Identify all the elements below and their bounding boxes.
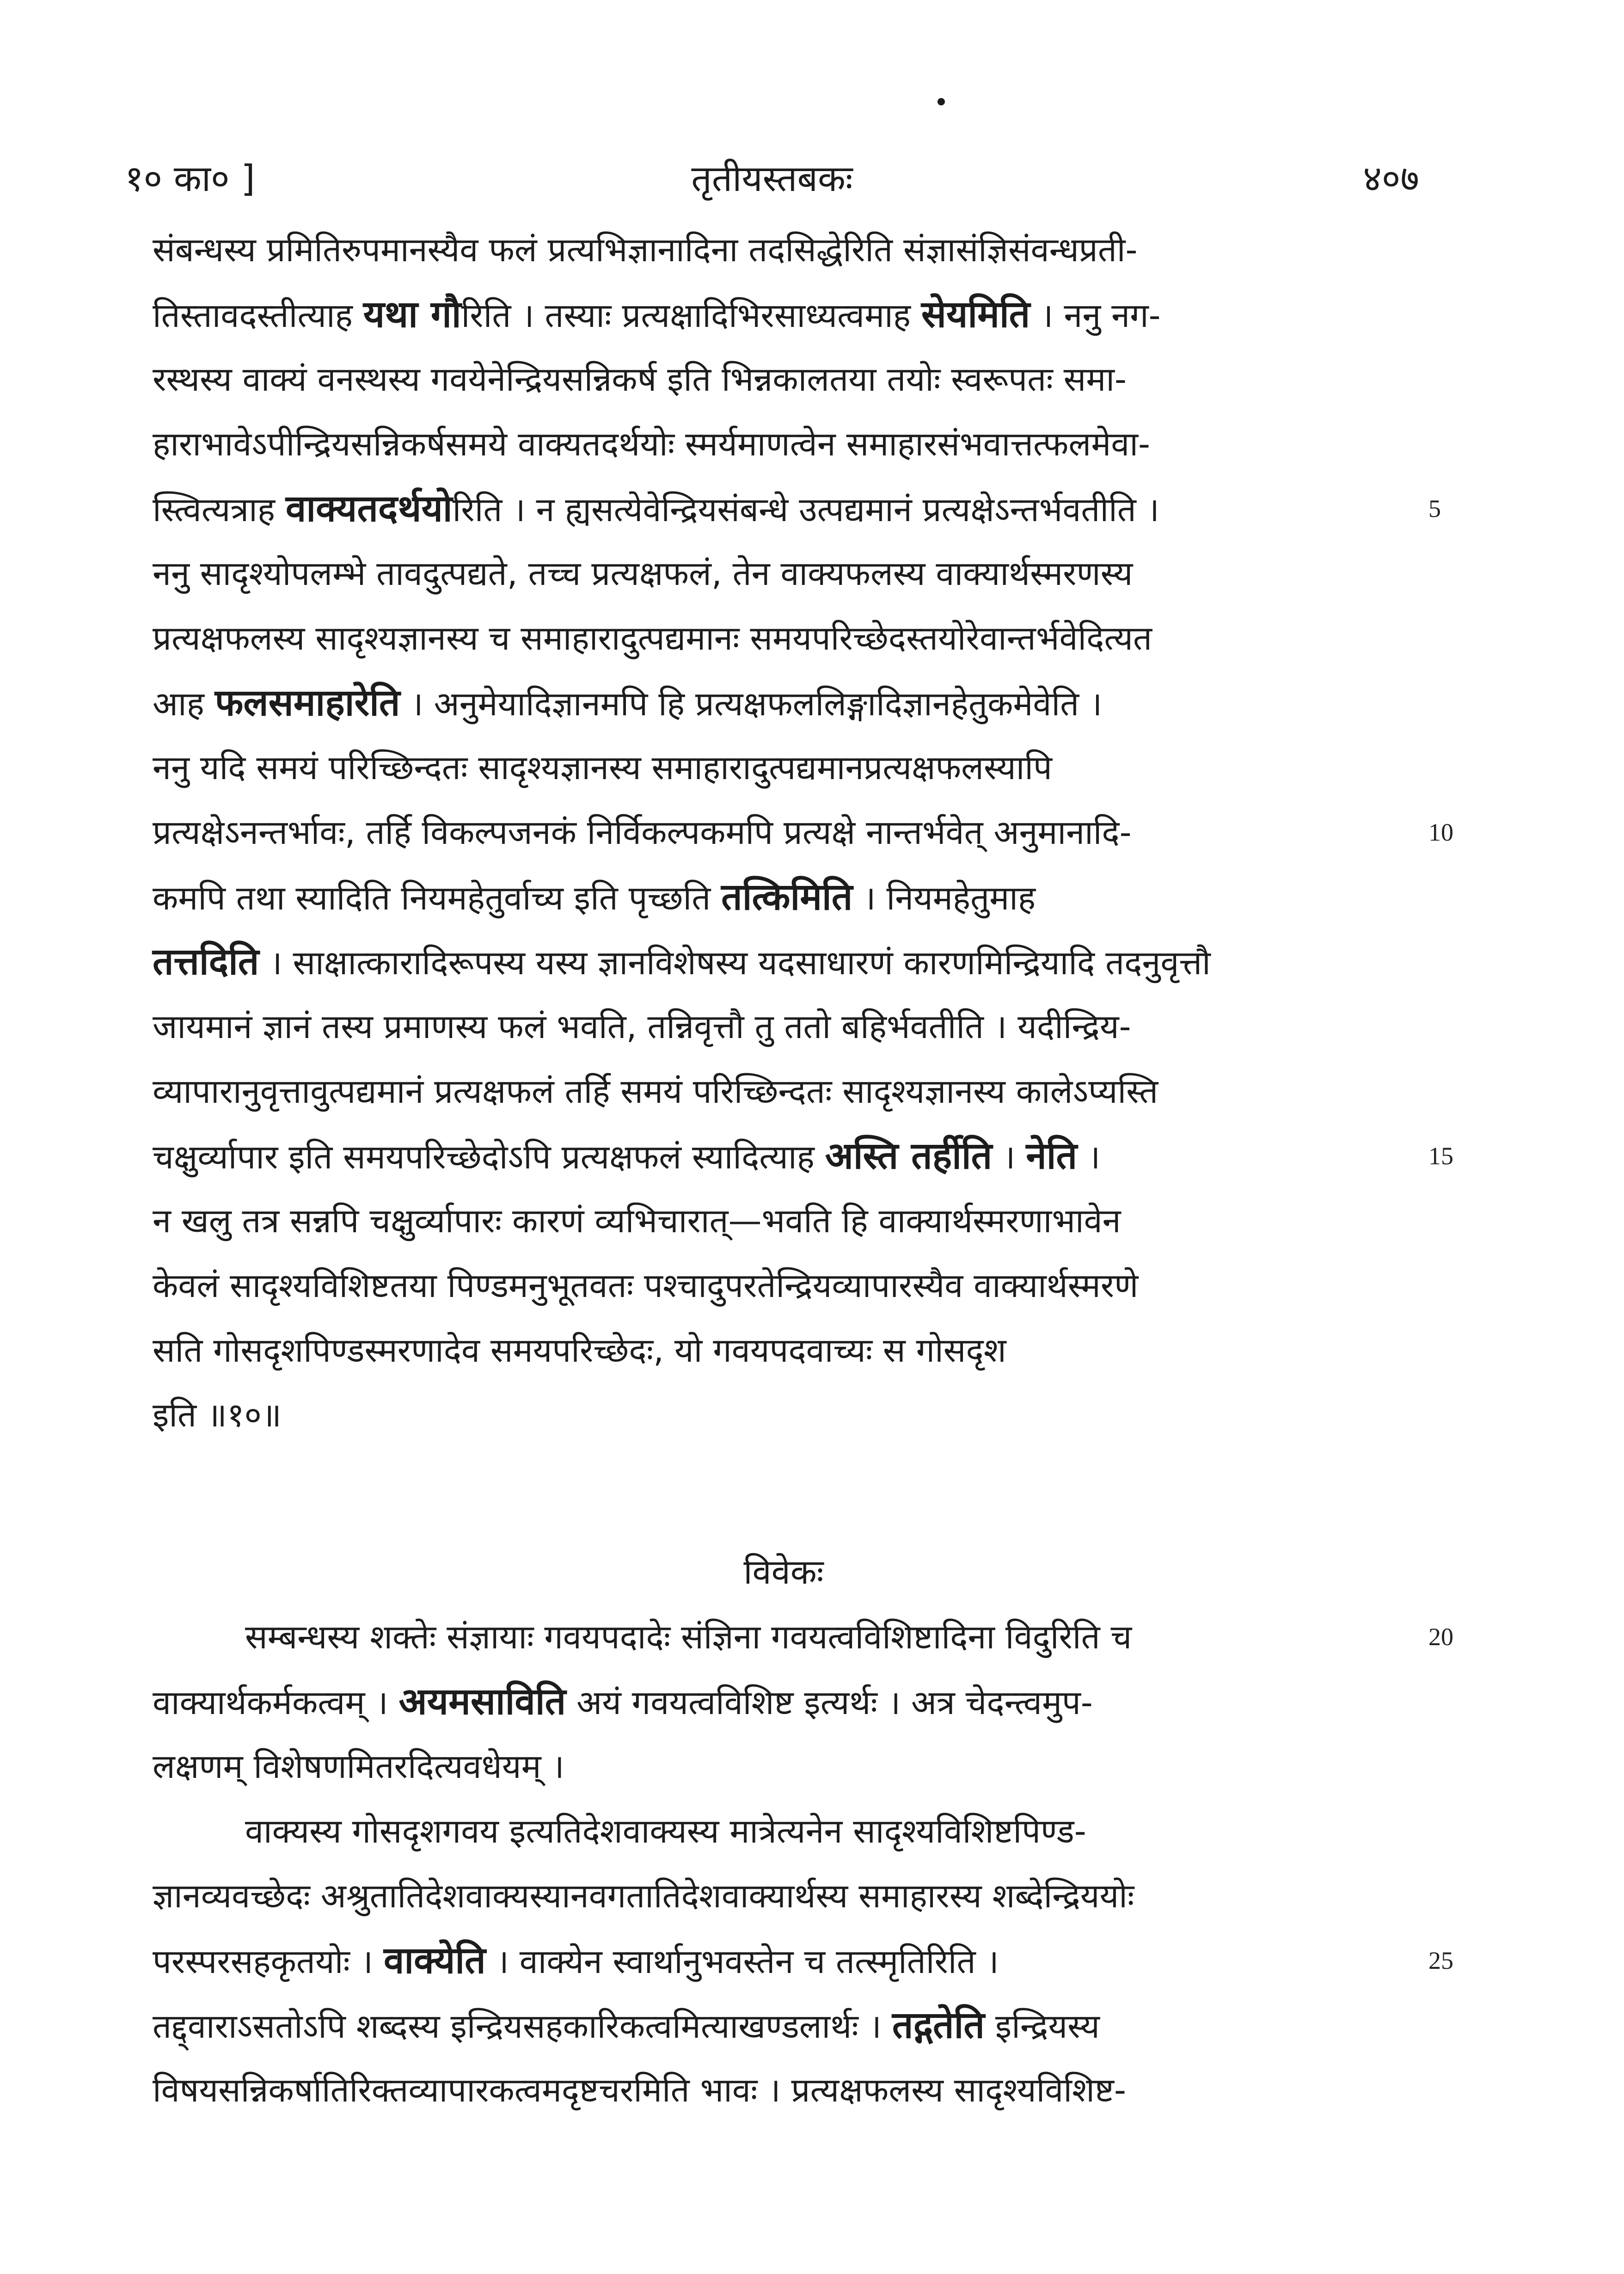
text-line [153, 412, 1415, 476]
text-segment: । वाक्येन स्वार्थानुभवस्तेन च तत्स्मृतिरिति । [485, 1942, 999, 1981]
text-segment: रिति । न ह्यसत्येवेन्द्रियसंबन्धे उत्पद्यमानं प्रत्यक्षेऽन्तर्भवतीति । [452, 490, 1159, 529]
text-segment: अयं गवयत्वविशिष्ट इत्यर्थः । अत्र चेदन्त्वमुप- [566, 1683, 1093, 1722]
text-segment: । नियमहेतुमाह [852, 879, 1036, 917]
text-line [153, 865, 1415, 929]
margin-line-number: 20 [1428, 1623, 1453, 1651]
text-segment: प्रत्यक्षफलस्य सादृश्यज्ञानस्य च समाहारादुत्पद्यमानः समयपरिच्छेदस्तयोरेवान्तर्भवेदित्यत [153, 619, 1152, 658]
text-line [153, 1253, 1415, 1318]
pratika-term: तद्गतेति [892, 2004, 985, 2047]
text-line [153, 476, 1415, 541]
text-line [153, 670, 1415, 735]
pratika-term: वाक्येति [383, 1939, 486, 1982]
text-segment: तद्द्वाराऽसतोऽपि शब्दस्य इन्द्रियसहकारिकत्वमित्याखण्डलार्थः । [153, 2007, 892, 2046]
text-line [153, 1863, 1415, 1928]
margin-line-number: 15 [1428, 1142, 1453, 1170]
viveka-heading: विवेकः [743, 1552, 824, 1592]
text-segment: इन्द्रियस्य [984, 2007, 1100, 2046]
text-segment: रिति । तस्याः प्रत्यक्षादिभिरसाध्यत्वमाह [461, 296, 921, 335]
pratika-term: तत्तदिति [153, 940, 259, 983]
text-line [153, 1993, 1415, 2058]
text-segment: ननु यदि समयं परिच्छिन्दतः सादृश्यज्ञानस्य समाहारादुत्पद्यमानप्रत्यक्षफलस्यापि [153, 748, 1052, 787]
viveka-text [153, 1604, 1415, 2122]
text-line [153, 1383, 1415, 1447]
text-segment: प्रत्यक्षेऽनन्तर्भावः, तर्हि विकल्पजनकं निर्विकल्पकमपि प्रत्यक्षे नान्तर्भवेत् अनुमानादि- [153, 813, 1132, 852]
text-line [153, 217, 1415, 282]
pratika-term: यथा गौ [363, 293, 461, 336]
chapter-reference: १० का० ] [125, 158, 255, 200]
text-line [153, 1318, 1415, 1383]
text-segment: जायमानं ज्ञानं तस्य प्रमाणस्य फलं भवति, तन्निवृत्तौ तु ततो बहिर्भवतीति । यदीन्द्रिय- [153, 1007, 1131, 1046]
page-header [125, 153, 1419, 213]
text-line [153, 1799, 1415, 1863]
text-line [153, 282, 1415, 347]
text-segment: तिस्तावदस्तीत्याह [153, 296, 363, 335]
text-segment: कमपि तथा स्यादिति नियमहेतुर्वाच्य इति पृच्छति [153, 879, 722, 917]
text-segment: । [1077, 1137, 1101, 1176]
pratika-term: तत्किमिति [721, 875, 853, 918]
text-segment: रस्थस्य वाक्यं वनस्थस्य गवयेनेन्द्रियसन्निकर्ष इति भिन्नकालतया तयोः स्वरूपतः समा- [153, 360, 1127, 399]
pratika-term: नेति [1026, 1134, 1078, 1177]
text-segment: लक्षणम् विशेषणमितरदित्यवधेयम् । [153, 1747, 564, 1786]
text-line [153, 1604, 1415, 1669]
text-segment: ननु सादृश्योपलम्भे तावदुत्पद्यते, तच्च प्रत्यक्षफलं, तेन वाक्यफलस्य वाक्यार्थस्मरणस्य [153, 554, 1133, 593]
text-line [153, 606, 1415, 670]
text-segment: हाराभावेऽपीन्द्रियसन्निकर्षसमये वाक्यतदर्थयोः स्मर्यमाणत्वेन समाहारसंभवात्तत्फलमेवा- [153, 424, 1150, 463]
text-segment: केवलं सादृश्यविशिष्टतया पिण्डमनुभूतवतः पश्चादुपरतेन्द्रियव्यापारस्यैव वाक्यार्थस्मरणे [153, 1266, 1139, 1305]
text-segment: वाक्यार्थकर्मकत्वम् । [153, 1683, 399, 1722]
text-segment: । ननु नग- [1030, 296, 1161, 335]
text-line [153, 1124, 1415, 1188]
text-segment: व्यापारानुवृत्तावुत्पद्यमानं प्रत्यक्षफलं तर्हि समयं परिच्छिन्दतः सादृश्यज्ञानस्य कालेऽप्यस्ति [153, 1072, 1158, 1111]
text-segment: वाक्यस्य गोसदृशगवय इत्यतिदेशवाक्यस्य मात्रेत्यनेन सादृश्यविशिष्टपिण्ड- [245, 1812, 1086, 1850]
text-line [153, 1059, 1415, 1124]
text-segment: । अनुमेयादिज्ञानमपि हि प्रत्यक्षफललिङ्गादिज्ञानहेतुकमेवेति । [400, 684, 1103, 723]
text-line [153, 800, 1415, 865]
text-line [153, 1669, 1415, 1734]
running-title: तृतीयस्तबकः [691, 158, 853, 200]
text-segment: इति ॥१०॥ [153, 1395, 282, 1434]
text-segment: सम्बन्धस्य शक्तेः संज्ञायाः गवयपदादेः संज्ञिना गवयत्वविशिष्टादिना विदुरिति च [245, 1617, 1132, 1656]
text-segment: सति गोसदृशपिण्डस्मरणादेव समयपरिच्छेदः, यो गवयपदवाच्यः स गोसदृश [153, 1331, 1006, 1370]
pratika-term: अस्ति तर्हीति [825, 1134, 993, 1177]
margin-line-number: 10 [1428, 818, 1453, 846]
text-segment: विषयसन्निकर्षातिरिक्तव्यापारकत्वमदृष्टचरमिति भावः । प्रत्यक्षफलस्य सादृश्यविशिष्ट- [153, 2071, 1126, 2109]
pratika-term: वाक्यतदर्थयो [285, 487, 453, 530]
text-segment: । साक्षात्कारादिरूपस्य यस्य ज्ञानविशेषस्य यदसाधारणं कारणमिन्द्रियादि तदनुवृत्तौ [259, 943, 1211, 982]
text-line [153, 1734, 1415, 1799]
pratika-term: अयमसाविति [398, 1680, 566, 1723]
text-segment: ज्ञानव्यवच्छेदः अश्रुतातिदेशवाक्यस्यानवगतातिदेशवाक्यार्थस्य समाहारस्य शब्देन्द्रिययोः [153, 1876, 1134, 1915]
text-segment: चक्षुर्व्यापार इति समयपरिच्छेदोऽपि प्रत्यक्षफलं स्यादित्याह [153, 1137, 825, 1176]
text-line [153, 347, 1415, 412]
text-segment: परस्परसहकृतयोः । [153, 1942, 384, 1981]
commentary-text [153, 217, 1415, 1447]
text-segment: संबन्धस्य प्रमितिरुपमानस्यैव फलं प्रत्यभिज्ञानादिना तदसिद्धेरिति संज्ञासंज्ञिसंवन्धप्रती- [153, 230, 1138, 269]
page-number: ४०७ [1363, 158, 1419, 200]
text-segment: आह [153, 684, 215, 723]
text-line [153, 541, 1415, 606]
text-line [153, 994, 1415, 1059]
margin-line-number: 25 [1428, 1947, 1453, 1974]
text-segment: स्त्वित्यत्राह [153, 490, 286, 529]
margin-line-number: 5 [1428, 495, 1441, 522]
text-line [153, 1188, 1415, 1253]
text-line [153, 735, 1415, 800]
pratika-term: फलसमाहारेति [214, 681, 400, 724]
text-segment: न खलु तत्र सन्नपि चक्षुर्व्यापारः कारणं व्यभिचारात्—भवति हि वाक्यार्थस्मरणाभावेन [153, 1201, 1121, 1240]
ink-dot-mark [938, 98, 945, 105]
text-line [153, 929, 1415, 994]
text-segment: । [992, 1137, 1026, 1176]
pratika-term: सेयमिति [921, 293, 1030, 336]
text-line [153, 2058, 1415, 2122]
text-line [153, 1928, 1415, 1993]
